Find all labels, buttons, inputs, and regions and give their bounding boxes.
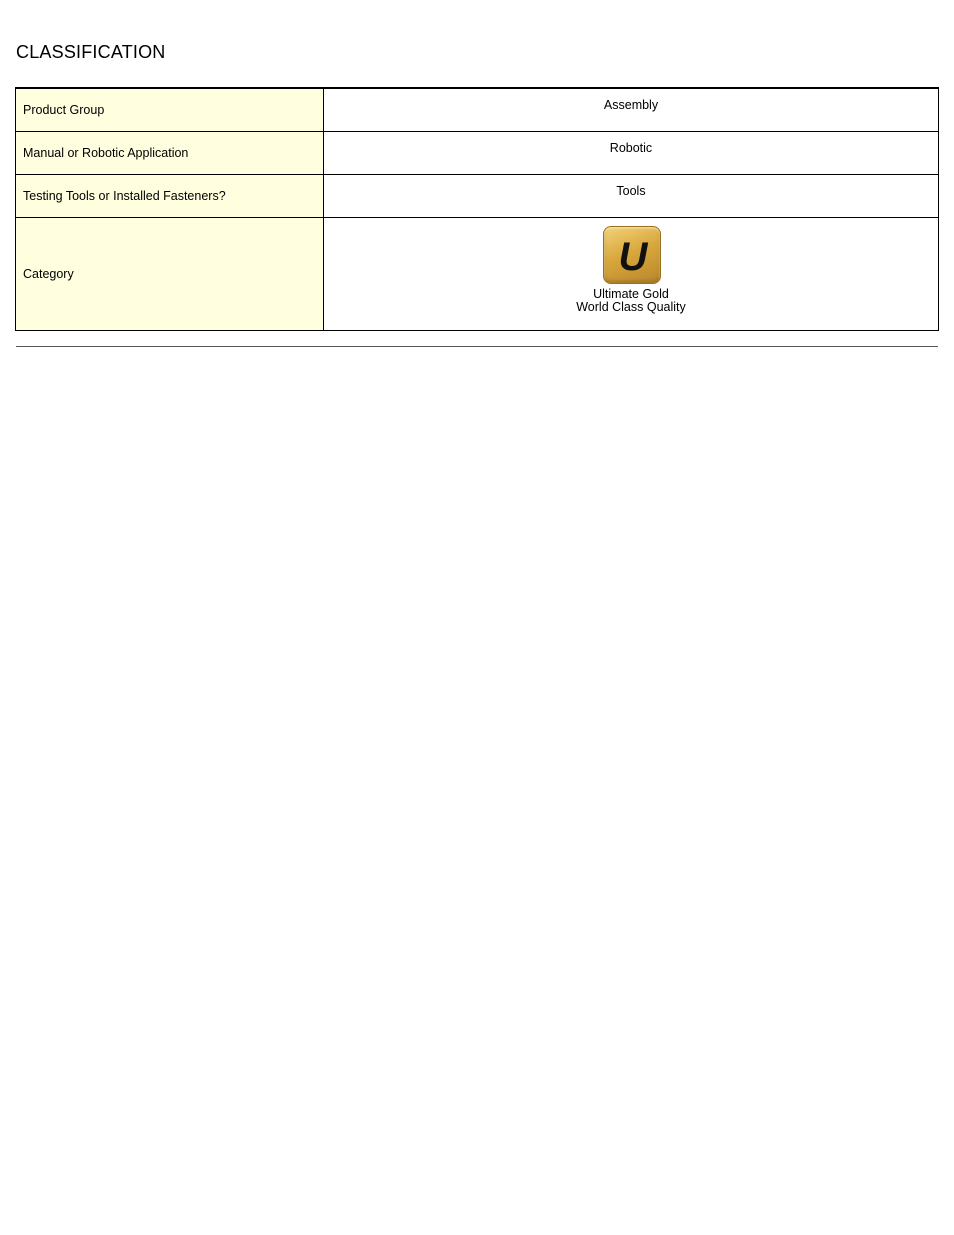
table-row (16, 174, 939, 217)
table-row (16, 88, 939, 131)
value-product-group: Assembly (324, 88, 939, 131)
table-row (16, 131, 939, 174)
label-tools-or-fasteners: Testing Tools or Installed Fasteners? (16, 174, 324, 217)
classification-table (15, 87, 939, 331)
category-name: Ultimate Gold (593, 286, 669, 301)
value-tools-or-fasteners: Tools (324, 174, 939, 217)
badge-letter: U (618, 234, 648, 279)
category-tagline: World Class Quality (576, 299, 686, 314)
horizontal-divider (16, 346, 938, 347)
page-title: CLASSIFICATION (16, 42, 166, 62)
label-category: Category (16, 217, 324, 330)
table-row (16, 217, 939, 330)
label-product-group: Product Group (16, 88, 324, 131)
value-application: Robotic (324, 131, 939, 174)
value-category (324, 217, 939, 330)
ultimate-gold-badge-icon (603, 226, 661, 284)
label-application: Manual or Robotic Application (16, 131, 324, 174)
